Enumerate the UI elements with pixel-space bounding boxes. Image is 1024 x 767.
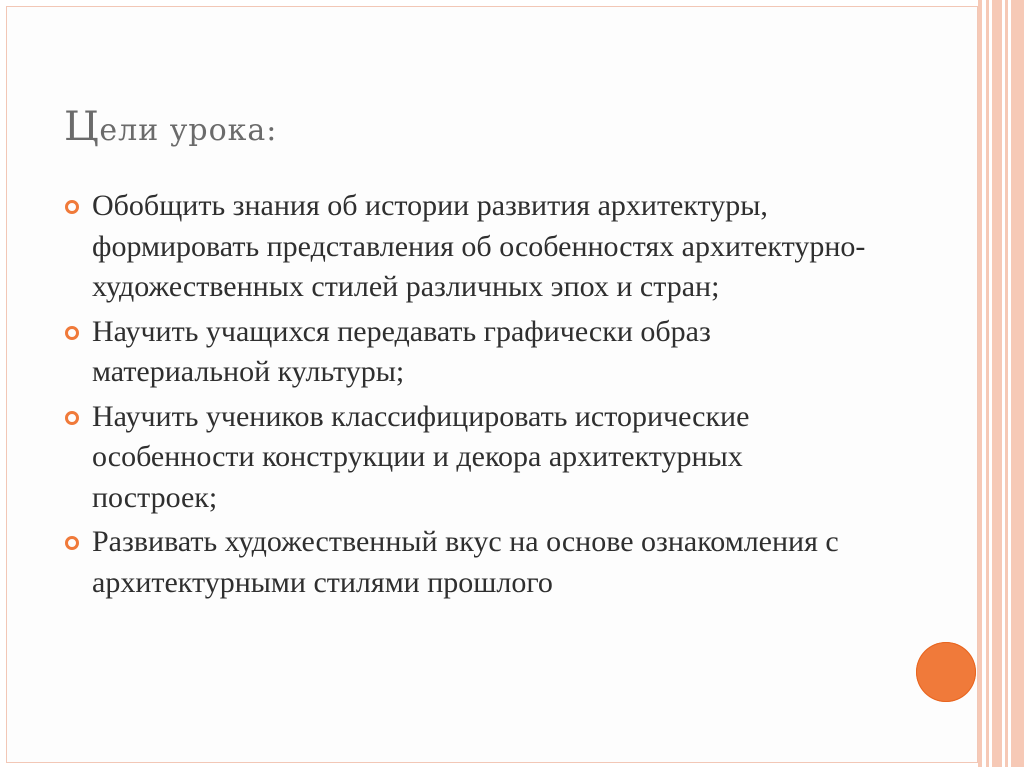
title-rest: ели урока: [99,113,278,148]
list-item-text: Научить учащихся передавать графически образ материальной культуры; [92,314,711,388]
hollow-circle-bullet-icon [65,200,79,214]
decorative-stripes [978,0,1024,767]
slide-title [64,104,277,150]
goals-list [62,186,872,607]
list-item-text: Научить учеников классифицировать исторические особенности конструкции и декора архитектурных построек; [92,399,750,514]
title-initial: Ц [64,104,100,150]
hollow-circle-bullet-icon [65,536,79,550]
list-item-text: Развивать художественный вкус на основе ознакомления с архитектурными стилями прошлого [92,525,839,599]
list-item [62,397,872,519]
list-item-text: Обобщить знания об истории развития архитектуры, формировать представления об особенностях архитектурно-художественных стилей различных эпох и стран; [92,189,866,303]
list-item [62,522,872,603]
list-item [62,312,872,393]
orange-circle-decor-icon [916,642,976,702]
hollow-circle-bullet-icon [65,326,79,340]
list-item [62,186,872,308]
hollow-circle-bullet-icon [65,411,79,425]
